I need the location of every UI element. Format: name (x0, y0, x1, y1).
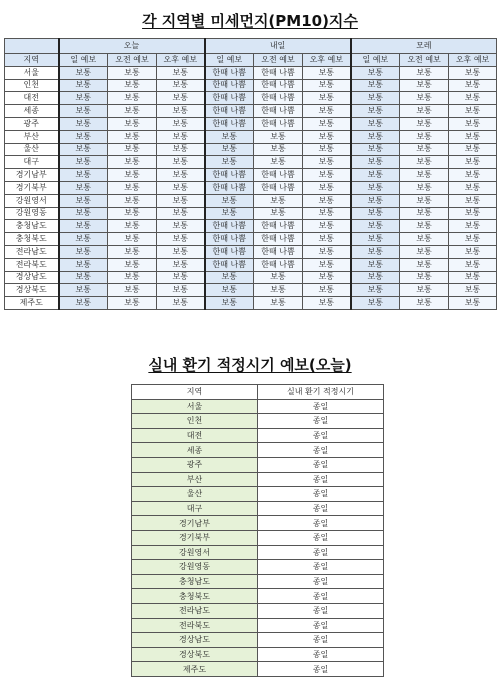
forecast-cell: 보통 (303, 156, 351, 169)
forecast-cell: 보통 (400, 79, 449, 92)
forecast-cell: 보통 (59, 181, 108, 194)
ventilation-region: 제주도 (132, 662, 258, 677)
forecast-cell: 보통 (205, 207, 254, 220)
ventilation-region: 광주 (132, 457, 258, 472)
forecast-cell: 보통 (157, 207, 205, 220)
forecast-cell: 보통 (400, 245, 449, 258)
forecast-cell: 보통 (303, 297, 351, 310)
forecast-cell: 한때 나쁨 (205, 258, 254, 271)
forecast-cell: 보통 (351, 105, 400, 118)
forecast-cell: 보통 (157, 181, 205, 194)
forecast-cell: 보통 (59, 297, 108, 310)
ventilation-region: 대전 (132, 428, 258, 443)
forecast-cell: 한때 나쁨 (205, 92, 254, 105)
forecast-row (5, 297, 497, 310)
ventilation-row (132, 399, 384, 414)
forecast-cell: 보통 (449, 245, 497, 258)
forecast-cell: 보통 (59, 233, 108, 246)
forecast-cell: 보통 (351, 66, 400, 79)
forecast-cell: 보통 (303, 258, 351, 271)
forecast-cell: 한때 나쁨 (254, 66, 303, 79)
forecast-cell: 보통 (449, 258, 497, 271)
forecast-cell: 보통 (351, 258, 400, 271)
forecast-cell: 보통 (303, 194, 351, 207)
forecast-cell: 보통 (303, 130, 351, 143)
forecast-cell: 한때 나쁨 (254, 233, 303, 246)
region-name: 부산 (5, 130, 59, 143)
forecast-cell: 보통 (157, 245, 205, 258)
forecast-cell: 보통 (59, 271, 108, 284)
ventilation-region: 울산 (132, 487, 258, 502)
forecast-cell: 한때 나쁨 (205, 169, 254, 182)
forecast-cell: 보통 (449, 143, 497, 156)
forecast-cell: 보통 (449, 130, 497, 143)
day-header-dayafter: 모레 (351, 39, 497, 54)
ventilation-time: 종일 (258, 603, 384, 618)
forecast-cell: 보통 (449, 117, 497, 130)
forecast-cell: 보통 (449, 220, 497, 233)
forecast-cell: 보통 (400, 117, 449, 130)
forecast-cell: 보통 (303, 92, 351, 105)
ventilation-time: 종일 (258, 530, 384, 545)
forecast-cell: 보통 (449, 181, 497, 194)
forecast-cell: 보통 (351, 220, 400, 233)
forecast-cell: 한때 나쁨 (205, 220, 254, 233)
forecast-cell: 보통 (59, 194, 108, 207)
ventilation-row (132, 516, 384, 531)
ventilation-region: 강원영동 (132, 560, 258, 575)
forecast-cell: 보통 (157, 169, 205, 182)
ventilation-row (132, 487, 384, 502)
ventilation-time: 종일 (258, 428, 384, 443)
forecast-cell: 한때 나쁨 (254, 105, 303, 118)
forecast-row (5, 245, 497, 258)
forecast-cell: 보통 (59, 130, 108, 143)
forecast-cell: 보통 (303, 233, 351, 246)
region-name: 제주도 (5, 297, 59, 310)
forecast-cell: 보통 (400, 258, 449, 271)
ventilation-region: 서울 (132, 399, 258, 414)
forecast-cell: 보통 (400, 92, 449, 105)
forecast-cell: 보통 (449, 79, 497, 92)
ventilation-row (132, 633, 384, 648)
ventilation-time: 종일 (258, 516, 384, 531)
forecast-row (5, 258, 497, 271)
ventilation-time: 종일 (258, 574, 384, 589)
forecast-row (5, 207, 497, 220)
ventilation-region: 경기남부 (132, 516, 258, 531)
day-header-tomorrow: 내일 (205, 39, 351, 54)
ventilation-region: 충청북도 (132, 589, 258, 604)
forecast-cell: 보통 (59, 245, 108, 258)
forecast-cell: 보통 (449, 233, 497, 246)
forecast-cell: 보통 (108, 258, 157, 271)
forecast-cell: 보통 (351, 117, 400, 130)
forecast-cell: 보통 (400, 143, 449, 156)
forecast-cell: 보통 (449, 92, 497, 105)
forecast-cell: 보통 (303, 117, 351, 130)
forecast-cell: 보통 (351, 297, 400, 310)
ventilation-region: 충청남도 (132, 574, 258, 589)
forecast-cell: 보통 (157, 284, 205, 297)
forecast-row (5, 79, 497, 92)
forecast-cell: 보통 (157, 92, 205, 105)
forecast-cell: 보통 (205, 271, 254, 284)
forecast-cell: 보통 (400, 169, 449, 182)
forecast-row (5, 271, 497, 284)
ventilation-header-row (132, 385, 384, 400)
forecast-row (5, 117, 497, 130)
ventilation-table (131, 384, 384, 677)
forecast-cell: 보통 (108, 297, 157, 310)
forecast-row (5, 130, 497, 143)
ventilation-time: 종일 (258, 399, 384, 414)
ventilation-time-header: 실내 환기 적정시기 (258, 385, 384, 400)
forecast-cell: 보통 (254, 271, 303, 284)
forecast-cell: 보통 (303, 66, 351, 79)
forecast-cell: 한때 나쁨 (205, 79, 254, 92)
forecast-row (5, 220, 497, 233)
ventilation-region: 강원영서 (132, 545, 258, 560)
forecast-cell: 보통 (400, 66, 449, 79)
forecast-cell: 보통 (303, 181, 351, 194)
ventilation-row (132, 501, 384, 516)
forecast-cell: 보통 (400, 233, 449, 246)
forecast-cell: 보통 (303, 143, 351, 156)
forecast-cell: 한때 나쁨 (254, 79, 303, 92)
period-header: 오전 예보 (400, 54, 449, 67)
forecast-cell: 보통 (157, 194, 205, 207)
forecast-cell: 보통 (157, 220, 205, 233)
period-header: 오후 예보 (303, 54, 351, 67)
ventilation-region: 인천 (132, 414, 258, 429)
forecast-cell: 보통 (108, 105, 157, 118)
region-name: 강원영서 (5, 194, 59, 207)
forecast-cell: 한때 나쁨 (205, 181, 254, 194)
forecast-cell: 보통 (157, 233, 205, 246)
ventilation-row (132, 603, 384, 618)
forecast-cell: 보통 (157, 258, 205, 271)
region-name: 경기북부 (5, 181, 59, 194)
forecast-cell: 보통 (205, 297, 254, 310)
forecast-cell: 보통 (400, 156, 449, 169)
forecast-cell: 보통 (59, 117, 108, 130)
forecast-cell: 보통 (254, 207, 303, 220)
forecast-cell: 한때 나쁨 (205, 117, 254, 130)
forecast-cell: 보통 (449, 169, 497, 182)
region-header: 지역 (5, 54, 59, 67)
period-header: 오전 예보 (254, 54, 303, 67)
forecast-cell: 보통 (59, 169, 108, 182)
period-header: 오후 예보 (449, 54, 497, 67)
ventilation-row (132, 647, 384, 662)
forecast-row (5, 143, 497, 156)
ventilation-time: 종일 (258, 487, 384, 502)
ventilation-time: 종일 (258, 647, 384, 662)
forecast-cell: 보통 (205, 194, 254, 207)
forecast-cell: 보통 (449, 105, 497, 118)
ventilation-time: 종일 (258, 633, 384, 648)
day-header-row (5, 39, 497, 54)
forecast-title (0, 10, 500, 31)
forecast-cell: 보통 (205, 143, 254, 156)
region-name: 경상북도 (5, 284, 59, 297)
forecast-cell: 보통 (59, 220, 108, 233)
forecast-cell: 보통 (108, 194, 157, 207)
forecast-cell: 보통 (351, 284, 400, 297)
forecast-cell: 보통 (400, 207, 449, 220)
forecast-cell: 보통 (254, 143, 303, 156)
forecast-cell: 보통 (59, 143, 108, 156)
forecast-cell: 보통 (157, 156, 205, 169)
forecast-cell: 보통 (59, 79, 108, 92)
ventilation-row (132, 574, 384, 589)
forecast-cell: 보통 (303, 284, 351, 297)
forecast-cell: 보통 (351, 130, 400, 143)
forecast-cell: 보통 (59, 105, 108, 118)
ventilation-time: 종일 (258, 414, 384, 429)
forecast-cell: 보통 (59, 156, 108, 169)
forecast-cell: 보통 (157, 130, 205, 143)
region-name: 인천 (5, 79, 59, 92)
ventilation-region-header: 지역 (132, 385, 258, 400)
forecast-cell: 보통 (157, 297, 205, 310)
forecast-cell: 보통 (400, 105, 449, 118)
forecast-cell: 보통 (400, 271, 449, 284)
forecast-cell: 보통 (254, 130, 303, 143)
forecast-cell: 보통 (303, 207, 351, 220)
forecast-cell: 보통 (449, 284, 497, 297)
region-name: 충청북도 (5, 233, 59, 246)
forecast-cell: 보통 (351, 194, 400, 207)
forecast-cell: 보통 (157, 79, 205, 92)
forecast-row (5, 66, 497, 79)
ventilation-row (132, 589, 384, 604)
forecast-cell: 보통 (303, 271, 351, 284)
forecast-cell: 보통 (449, 194, 497, 207)
ventilation-row (132, 662, 384, 677)
forecast-cell: 보통 (351, 233, 400, 246)
forecast-cell: 보통 (59, 284, 108, 297)
forecast-title-text: 각 지역별 미세먼지(PM10)지수 (142, 12, 358, 30)
period-header: 오후 예보 (157, 54, 205, 67)
forecast-cell: 보통 (303, 220, 351, 233)
forecast-cell: 보통 (351, 207, 400, 220)
forecast-cell: 보통 (400, 284, 449, 297)
ventilation-row (132, 560, 384, 575)
ventilation-time: 종일 (258, 560, 384, 575)
ventilation-time: 종일 (258, 443, 384, 458)
region-name: 대구 (5, 156, 59, 169)
forecast-row (5, 169, 497, 182)
ventilation-region: 경기북부 (132, 530, 258, 545)
ventilation-title (0, 354, 500, 375)
ventilation-row (132, 414, 384, 429)
forecast-cell: 보통 (157, 143, 205, 156)
region-name: 광주 (5, 117, 59, 130)
forecast-row (5, 194, 497, 207)
forecast-cell: 보통 (108, 245, 157, 258)
forecast-cell: 보통 (108, 169, 157, 182)
region-name: 세종 (5, 105, 59, 118)
forecast-cell: 한때 나쁨 (205, 105, 254, 118)
forecast-cell: 한때 나쁨 (254, 258, 303, 271)
forecast-row (5, 156, 497, 169)
forecast-cell: 보통 (157, 105, 205, 118)
forecast-cell: 보통 (303, 169, 351, 182)
forecast-cell: 보통 (303, 245, 351, 258)
forecast-cell: 보통 (157, 117, 205, 130)
forecast-row (5, 105, 497, 118)
forecast-cell: 보통 (108, 181, 157, 194)
forecast-cell: 보통 (449, 297, 497, 310)
ventilation-title-text: 실내 환기 적정시기 예보(오늘) (148, 356, 352, 374)
forecast-cell: 보통 (108, 130, 157, 143)
forecast-cell: 보통 (254, 156, 303, 169)
forecast-cell: 보통 (449, 66, 497, 79)
forecast-cell: 보통 (400, 194, 449, 207)
forecast-cell: 보통 (400, 220, 449, 233)
forecast-cell: 보통 (351, 143, 400, 156)
region-name: 강원영동 (5, 207, 59, 220)
day-header-today: 오늘 (59, 39, 205, 54)
forecast-cell: 보통 (108, 233, 157, 246)
forecast-cell: 보통 (108, 66, 157, 79)
ventilation-region: 세종 (132, 443, 258, 458)
ventilation-region: 부산 (132, 472, 258, 487)
forecast-cell: 보통 (108, 271, 157, 284)
ventilation-row (132, 428, 384, 443)
forecast-cell: 한때 나쁨 (205, 233, 254, 246)
period-header: 일 예보 (59, 54, 108, 67)
ventilation-time: 종일 (258, 662, 384, 677)
forecast-cell: 보통 (351, 92, 400, 105)
ventilation-region: 대구 (132, 501, 258, 516)
ventilation-region: 전라북도 (132, 618, 258, 633)
ventilation-time: 종일 (258, 457, 384, 472)
region-name: 경상남도 (5, 271, 59, 284)
forecast-cell: 보통 (108, 220, 157, 233)
region-name: 전라북도 (5, 258, 59, 271)
forecast-cell: 보통 (254, 297, 303, 310)
period-header: 오전 예보 (108, 54, 157, 67)
period-header: 일 예보 (351, 54, 400, 67)
forecast-cell: 보통 (351, 245, 400, 258)
forecast-cell: 보통 (108, 156, 157, 169)
forecast-cell: 보통 (205, 156, 254, 169)
ventilation-time: 종일 (258, 618, 384, 633)
ventilation-region: 경상북도 (132, 647, 258, 662)
forecast-row (5, 284, 497, 297)
ventilation-time: 종일 (258, 589, 384, 604)
forecast-cell: 보통 (351, 79, 400, 92)
forecast-cell: 보통 (303, 105, 351, 118)
ventilation-time: 종일 (258, 545, 384, 560)
forecast-cell: 보통 (108, 143, 157, 156)
forecast-cell: 보통 (351, 271, 400, 284)
forecast-cell: 한때 나쁨 (254, 220, 303, 233)
region-name: 서울 (5, 66, 59, 79)
forecast-cell: 보통 (449, 271, 497, 284)
period-header: 일 예보 (205, 54, 254, 67)
ventilation-row (132, 472, 384, 487)
forecast-row (5, 181, 497, 194)
forecast-row (5, 233, 497, 246)
region-name: 충청남도 (5, 220, 59, 233)
forecast-cell: 보통 (254, 284, 303, 297)
forecast-cell: 보통 (59, 207, 108, 220)
forecast-cell: 보통 (400, 130, 449, 143)
forecast-cell: 보통 (59, 258, 108, 271)
forecast-cell: 한때 나쁨 (254, 169, 303, 182)
forecast-cell: 보통 (157, 271, 205, 284)
forecast-body (5, 66, 497, 309)
period-header-row (5, 54, 497, 67)
ventilation-region: 경상남도 (132, 633, 258, 648)
forecast-cell: 보통 (108, 117, 157, 130)
ventilation-row (132, 530, 384, 545)
ventilation-row (132, 545, 384, 560)
forecast-cell: 한때 나쁨 (254, 92, 303, 105)
forecast-cell: 보통 (400, 297, 449, 310)
forecast-cell: 보통 (108, 284, 157, 297)
forecast-cell: 한때 나쁨 (205, 66, 254, 79)
forecast-cell: 보통 (449, 156, 497, 169)
forecast-cell: 보통 (254, 194, 303, 207)
ventilation-row (132, 618, 384, 633)
forecast-cell: 보통 (157, 66, 205, 79)
forecast-cell: 보통 (303, 79, 351, 92)
forecast-cell: 보통 (400, 181, 449, 194)
forecast-cell: 보통 (59, 92, 108, 105)
region-name: 경기남부 (5, 169, 59, 182)
ventilation-body (132, 399, 384, 676)
forecast-cell: 보통 (351, 169, 400, 182)
corner-cell (5, 39, 59, 54)
forecast-cell: 한때 나쁨 (254, 181, 303, 194)
forecast-cell: 보통 (205, 284, 254, 297)
forecast-cell: 보통 (351, 156, 400, 169)
forecast-cell: 한때 나쁨 (254, 117, 303, 130)
forecast-cell: 보통 (205, 130, 254, 143)
region-name: 대전 (5, 92, 59, 105)
forecast-cell: 보통 (108, 79, 157, 92)
forecast-cell: 보통 (59, 66, 108, 79)
forecast-cell: 한때 나쁨 (254, 245, 303, 258)
forecast-row (5, 92, 497, 105)
forecast-cell: 보통 (108, 207, 157, 220)
ventilation-region: 전라남도 (132, 603, 258, 618)
ventilation-time: 종일 (258, 472, 384, 487)
pm10-forecast-table (4, 38, 497, 310)
ventilation-time: 종일 (258, 501, 384, 516)
forecast-cell: 보통 (108, 92, 157, 105)
region-name: 전라남도 (5, 245, 59, 258)
ventilation-row (132, 457, 384, 472)
region-name: 울산 (5, 143, 59, 156)
forecast-cell: 보통 (449, 207, 497, 220)
forecast-cell: 한때 나쁨 (205, 245, 254, 258)
ventilation-row (132, 443, 384, 458)
forecast-cell: 보통 (351, 181, 400, 194)
